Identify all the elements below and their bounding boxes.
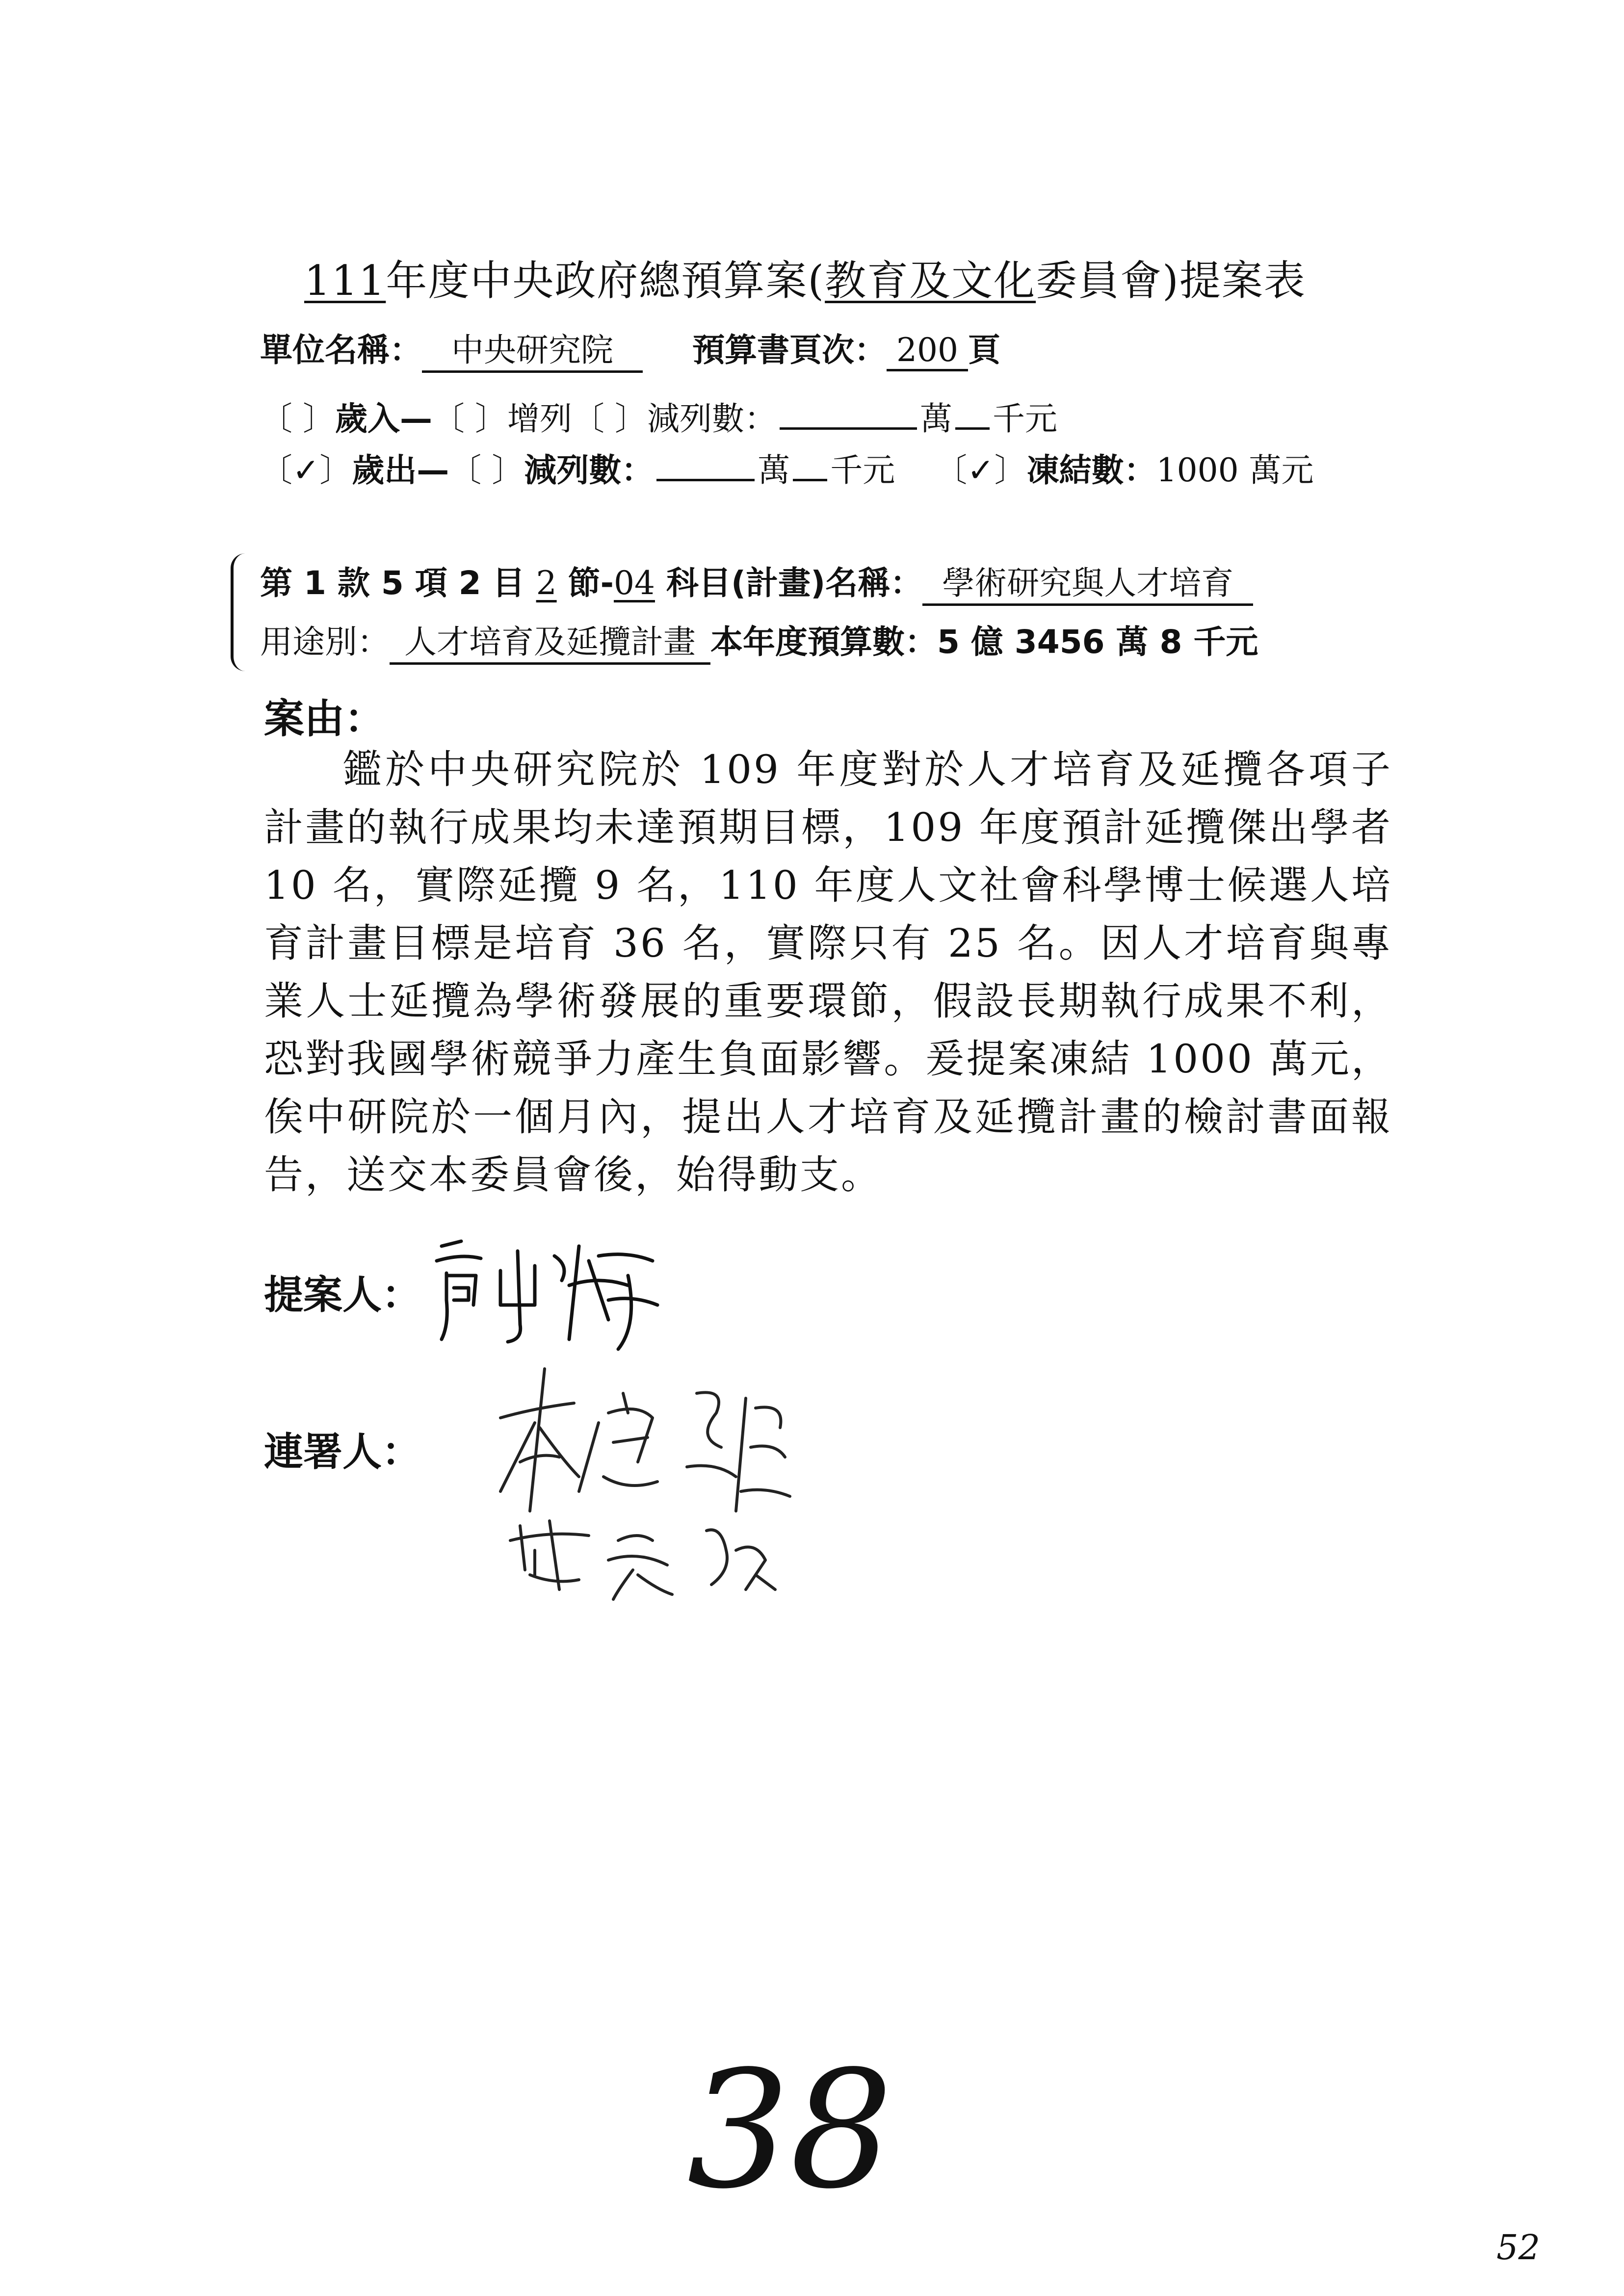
bracket-mark bbox=[231, 553, 253, 671]
corner-number: 52 bbox=[1496, 2227, 1541, 2268]
page-unit: 頁 bbox=[968, 331, 1000, 369]
title-committee: 教育及文化 bbox=[825, 257, 1036, 305]
revenue-checkbox: 〔 〕 bbox=[260, 400, 335, 438]
expense-thousand-blank bbox=[793, 450, 827, 481]
item-subject-suffix: 科目(計畫)名稱： bbox=[655, 564, 923, 602]
unit-row bbox=[260, 324, 1000, 373]
freeze-checkbox: 〔✓〕 bbox=[935, 451, 1027, 489]
revenue-thousand: 千元 bbox=[992, 400, 1057, 438]
item-prefix: 第 1 款 5 項 2 目 bbox=[260, 564, 536, 602]
usage-line bbox=[260, 616, 1258, 665]
item-subject: 04 bbox=[614, 564, 655, 602]
expense-decrease-label: 減列數： bbox=[524, 451, 654, 489]
expense-thousand: 千元 bbox=[830, 451, 895, 489]
unit-label: 單位名稱： bbox=[260, 331, 422, 369]
title-year: 111 bbox=[304, 257, 386, 305]
item-name: 學術研究與人才培育 bbox=[922, 557, 1253, 606]
annual-budget: 本年度預算數：5 億 3456 萬 8 千元 bbox=[710, 623, 1258, 661]
increase-label: 增列 bbox=[507, 400, 572, 438]
revenue-thousand-blank bbox=[955, 399, 990, 430]
page-value: 200 bbox=[887, 331, 968, 371]
title-end: 委員會)提案表 bbox=[1036, 257, 1306, 305]
unit-value: 中央研究院 bbox=[422, 324, 643, 373]
reason-heading: 案由： bbox=[264, 696, 385, 742]
revenue-line bbox=[260, 392, 1057, 439]
expense-label: 歲出— bbox=[352, 451, 449, 489]
item-section-suffix: 節- bbox=[556, 564, 614, 602]
revenue-wan: 萬 bbox=[919, 400, 952, 438]
proposer-label: 提案人： bbox=[264, 1272, 421, 1318]
expense-checkbox: 〔✓〕 bbox=[260, 451, 352, 489]
item-line bbox=[260, 557, 1253, 606]
usage-label: 用途別： bbox=[260, 623, 390, 661]
cosigner-signatures bbox=[491, 1364, 834, 1639]
expense-line bbox=[260, 444, 1314, 491]
decrease-label: 減列數： bbox=[647, 400, 777, 438]
expense-amount-blank bbox=[656, 450, 755, 481]
freeze-amount: 1000 萬元 bbox=[1156, 451, 1314, 489]
title-mid: 年度中央政府總預算案( bbox=[386, 257, 825, 305]
page-number: 38 bbox=[687, 2036, 893, 2224]
page-label: 預算書頁次： bbox=[692, 331, 887, 369]
item-section: 2 bbox=[536, 564, 557, 602]
revenue-amount-blank bbox=[780, 399, 917, 430]
cosigner-label: 連署人： bbox=[264, 1429, 421, 1475]
expense-decrease-checkbox: 〔 〕 bbox=[449, 451, 524, 489]
freeze-label: 凍結數： bbox=[1026, 451, 1156, 489]
decrease-checkbox: 〔 〕 bbox=[572, 400, 647, 438]
form-title bbox=[304, 248, 1306, 307]
increase-checkbox: 〔 〕 bbox=[432, 400, 507, 438]
proposer-signature bbox=[422, 1226, 697, 1354]
revenue-label: 歲入— bbox=[335, 400, 432, 438]
expense-wan: 萬 bbox=[758, 451, 790, 489]
usage-value: 人才培育及延攬計畫 bbox=[390, 616, 710, 665]
reason-text: 鑑於中央研究院於 109 年度對於人才培育及延攬各項子計畫的執行成果均未達預期目標，109 年度預計延攬傑出學者 10 名，實際延攬 9 名，110 年度人文社會科學博士候選人培育計畫目標是培育 36 名，實際只有 25 名。因人才培育與專業人士延攬為學術發展的重要環節，假設長期執行成果不利，恐對我國學術競爭力產生負面影響。爰提案凍結 1000 萬元，俟中研院於一個月內，提出人才培育及延攬計畫的檢討書面報告，送交本委員會後，始得動支。 bbox=[264, 747, 1392, 1198]
